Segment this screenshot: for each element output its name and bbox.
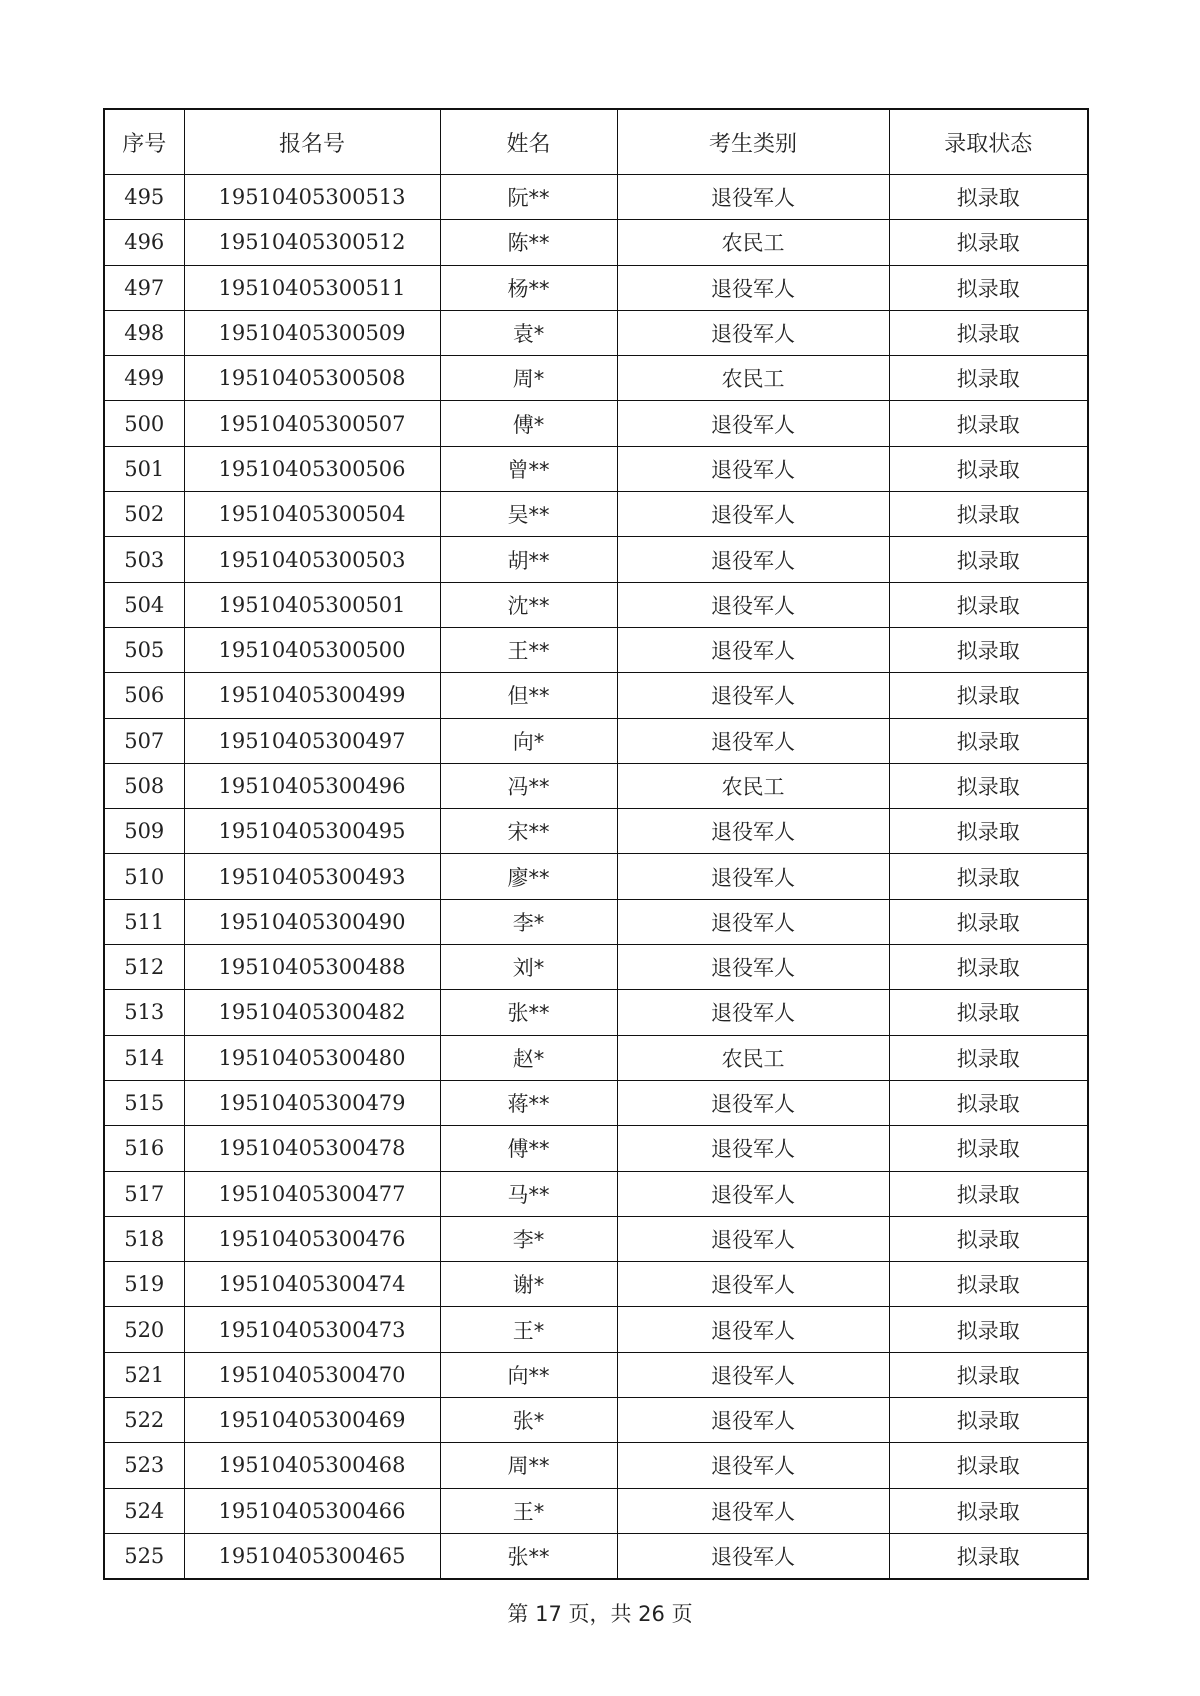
- cell-registration-no: 19510405300493: [184, 854, 440, 899]
- table-row: [104, 310, 1088, 355]
- cell-status: 拟录取: [889, 401, 1088, 446]
- cell-seq: 521: [104, 1352, 184, 1397]
- cell-category: 退役军人: [617, 945, 889, 990]
- cell-status: 拟录取: [889, 492, 1088, 537]
- cell-category: 农民工: [617, 356, 889, 401]
- cell-registration-no: 19510405300476: [184, 1216, 440, 1261]
- header-name: 姓名: [440, 109, 617, 175]
- cell-seq: 499: [104, 356, 184, 401]
- cell-category: 退役军人: [617, 1262, 889, 1307]
- cell-name: 李*: [440, 899, 617, 944]
- table-row: [104, 492, 1088, 537]
- cell-name: 但**: [440, 673, 617, 718]
- table-row: [104, 401, 1088, 446]
- cell-seq: 520: [104, 1307, 184, 1352]
- cell-seq: 505: [104, 627, 184, 672]
- cell-registration-no: 19510405300513: [184, 175, 440, 220]
- cell-registration-no: 19510405300474: [184, 1262, 440, 1307]
- cell-category: 退役军人: [617, 446, 889, 491]
- table-row: [104, 1126, 1088, 1171]
- cell-status: 拟录取: [889, 1533, 1088, 1579]
- cell-registration-no: 19510405300479: [184, 1080, 440, 1125]
- table-row: [104, 1533, 1088, 1579]
- cell-name: 冯**: [440, 763, 617, 808]
- header-row: [104, 109, 1088, 175]
- cell-category: 农民工: [617, 1035, 889, 1080]
- cell-seq: 503: [104, 537, 184, 582]
- cell-name: 阮**: [440, 175, 617, 220]
- cell-category: 退役军人: [617, 175, 889, 220]
- cell-seq: 510: [104, 854, 184, 899]
- cell-registration-no: 19510405300503: [184, 537, 440, 582]
- cell-category: 退役军人: [617, 854, 889, 899]
- cell-seq: 506: [104, 673, 184, 718]
- cell-seq: 515: [104, 1080, 184, 1125]
- cell-status: 拟录取: [889, 854, 1088, 899]
- cell-name: 曾**: [440, 446, 617, 491]
- cell-category: 退役军人: [617, 1307, 889, 1352]
- cell-registration-no: 19510405300488: [184, 945, 440, 990]
- cell-status: 拟录取: [889, 1352, 1088, 1397]
- cell-registration-no: 19510405300469: [184, 1398, 440, 1443]
- cell-registration-no: 19510405300495: [184, 809, 440, 854]
- table-header: [104, 109, 1088, 175]
- table-row: [104, 1307, 1088, 1352]
- cell-registration-no: 19510405300465: [184, 1533, 440, 1579]
- table-row: [104, 718, 1088, 763]
- cell-name: 王**: [440, 627, 617, 672]
- cell-category: 农民工: [617, 220, 889, 265]
- header-status: 录取状态: [889, 109, 1088, 175]
- cell-seq: 507: [104, 718, 184, 763]
- table-row: [104, 763, 1088, 808]
- cell-status: 拟录取: [889, 1216, 1088, 1261]
- cell-name: 张**: [440, 990, 617, 1035]
- cell-status: 拟录取: [889, 1126, 1088, 1171]
- cell-status: 拟录取: [889, 1262, 1088, 1307]
- cell-status: 拟录取: [889, 582, 1088, 627]
- cell-name: 谢*: [440, 1262, 617, 1307]
- cell-registration-no: 19510405300490: [184, 899, 440, 944]
- cell-seq: 516: [104, 1126, 184, 1171]
- cell-registration-no: 19510405300501: [184, 582, 440, 627]
- cell-name: 廖**: [440, 854, 617, 899]
- cell-status: 拟录取: [889, 673, 1088, 718]
- cell-status: 拟录取: [889, 446, 1088, 491]
- cell-name: 王*: [440, 1307, 617, 1352]
- table-row: [104, 1398, 1088, 1443]
- cell-seq: 518: [104, 1216, 184, 1261]
- cell-name: 蒋**: [440, 1080, 617, 1125]
- table-row: [104, 990, 1088, 1035]
- table-row: [104, 899, 1088, 944]
- cell-seq: 495: [104, 175, 184, 220]
- cell-seq: 508: [104, 763, 184, 808]
- table-row: [104, 1216, 1088, 1261]
- cell-registration-no: 19510405300508: [184, 356, 440, 401]
- cell-name: 张**: [440, 1533, 617, 1579]
- table-row: [104, 945, 1088, 990]
- table-row: [104, 1171, 1088, 1216]
- header-category: 考生类别: [617, 109, 889, 175]
- table-row: [104, 582, 1088, 627]
- cell-seq: 525: [104, 1533, 184, 1579]
- cell-seq: 504: [104, 582, 184, 627]
- cell-status: 拟录取: [889, 310, 1088, 355]
- cell-status: 拟录取: [889, 1080, 1088, 1125]
- cell-category: 退役军人: [617, 265, 889, 310]
- table-row: [104, 673, 1088, 718]
- cell-status: 拟录取: [889, 175, 1088, 220]
- cell-name: 沈**: [440, 582, 617, 627]
- cell-name: 傅*: [440, 401, 617, 446]
- cell-registration-no: 19510405300506: [184, 446, 440, 491]
- cell-category: 退役军人: [617, 1398, 889, 1443]
- cell-status: 拟录取: [889, 265, 1088, 310]
- cell-category: 退役军人: [617, 1352, 889, 1397]
- cell-name: 赵*: [440, 1035, 617, 1080]
- cell-name: 王*: [440, 1488, 617, 1533]
- cell-status: 拟录取: [889, 220, 1088, 265]
- cell-registration-no: 19510405300468: [184, 1443, 440, 1488]
- table-row: [104, 627, 1088, 672]
- cell-seq: 514: [104, 1035, 184, 1080]
- cell-name: 李*: [440, 1216, 617, 1261]
- table-row: [104, 356, 1088, 401]
- cell-category: 退役军人: [617, 990, 889, 1035]
- cell-category: 退役军人: [617, 627, 889, 672]
- cell-status: 拟录取: [889, 356, 1088, 401]
- cell-seq: 519: [104, 1262, 184, 1307]
- table-row: [104, 537, 1088, 582]
- table-row: [104, 809, 1088, 854]
- cell-registration-no: 19510405300482: [184, 990, 440, 1035]
- header-seq: 序号: [104, 109, 184, 175]
- cell-seq: 497: [104, 265, 184, 310]
- cell-seq: 512: [104, 945, 184, 990]
- cell-name: 马**: [440, 1171, 617, 1216]
- cell-status: 拟录取: [889, 945, 1088, 990]
- header-registration-no: 报名号: [184, 109, 440, 175]
- cell-status: 拟录取: [889, 1171, 1088, 1216]
- cell-status: 拟录取: [889, 809, 1088, 854]
- admission-table: [103, 108, 1089, 1580]
- cell-category: 退役军人: [617, 673, 889, 718]
- cell-registration-no: 19510405300470: [184, 1352, 440, 1397]
- cell-category: 退役军人: [617, 537, 889, 582]
- cell-status: 拟录取: [889, 1398, 1088, 1443]
- table-row: [104, 175, 1088, 220]
- cell-category: 退役军人: [617, 310, 889, 355]
- cell-category: 退役军人: [617, 1126, 889, 1171]
- cell-status: 拟录取: [889, 537, 1088, 582]
- cell-category: 退役军人: [617, 1488, 889, 1533]
- cell-name: 刘*: [440, 945, 617, 990]
- cell-registration-no: 19510405300473: [184, 1307, 440, 1352]
- cell-status: 拟录取: [889, 763, 1088, 808]
- cell-status: 拟录取: [889, 627, 1088, 672]
- cell-registration-no: 19510405300504: [184, 492, 440, 537]
- cell-category: 退役军人: [617, 401, 889, 446]
- cell-registration-no: 19510405300512: [184, 220, 440, 265]
- table-body: [104, 175, 1088, 1580]
- cell-category: 退役军人: [617, 492, 889, 537]
- cell-seq: 498: [104, 310, 184, 355]
- cell-name: 周*: [440, 356, 617, 401]
- table-row: [104, 1352, 1088, 1397]
- cell-registration-no: 19510405300511: [184, 265, 440, 310]
- table-row: [104, 1035, 1088, 1080]
- cell-name: 胡**: [440, 537, 617, 582]
- cell-status: 拟录取: [889, 899, 1088, 944]
- page-number: 第 17 页，共 26 页: [507, 1602, 693, 1626]
- table-row: [104, 220, 1088, 265]
- cell-status: 拟录取: [889, 990, 1088, 1035]
- cell-seq: 513: [104, 990, 184, 1035]
- cell-status: 拟录取: [889, 718, 1088, 763]
- cell-category: 退役军人: [617, 1216, 889, 1261]
- cell-registration-no: 19510405300507: [184, 401, 440, 446]
- cell-registration-no: 19510405300496: [184, 763, 440, 808]
- cell-registration-no: 19510405300497: [184, 718, 440, 763]
- cell-seq: 501: [104, 446, 184, 491]
- cell-seq: 502: [104, 492, 184, 537]
- table-row: [104, 1443, 1088, 1488]
- cell-seq: 524: [104, 1488, 184, 1533]
- table-row: [104, 446, 1088, 491]
- cell-registration-no: 19510405300499: [184, 673, 440, 718]
- cell-category: 退役军人: [617, 899, 889, 944]
- cell-registration-no: 19510405300500: [184, 627, 440, 672]
- cell-seq: 517: [104, 1171, 184, 1216]
- cell-name: 吴**: [440, 492, 617, 537]
- cell-name: 周**: [440, 1443, 617, 1488]
- cell-registration-no: 19510405300477: [184, 1171, 440, 1216]
- cell-category: 退役军人: [617, 1443, 889, 1488]
- cell-name: 张*: [440, 1398, 617, 1443]
- cell-name: 傅**: [440, 1126, 617, 1171]
- cell-registration-no: 19510405300480: [184, 1035, 440, 1080]
- cell-registration-no: 19510405300478: [184, 1126, 440, 1171]
- cell-seq: 500: [104, 401, 184, 446]
- table-row: [104, 265, 1088, 310]
- cell-category: 退役军人: [617, 718, 889, 763]
- cell-status: 拟录取: [889, 1307, 1088, 1352]
- cell-name: 陈**: [440, 220, 617, 265]
- cell-category: 退役军人: [617, 1533, 889, 1579]
- cell-name: 袁*: [440, 310, 617, 355]
- table-row: [104, 1262, 1088, 1307]
- cell-seq: 496: [104, 220, 184, 265]
- table-row: [104, 854, 1088, 899]
- cell-registration-no: 19510405300509: [184, 310, 440, 355]
- table-row: [104, 1080, 1088, 1125]
- cell-name: 向*: [440, 718, 617, 763]
- cell-category: 退役军人: [617, 1080, 889, 1125]
- cell-name: 向**: [440, 1352, 617, 1397]
- cell-seq: 523: [104, 1443, 184, 1488]
- cell-status: 拟录取: [889, 1443, 1088, 1488]
- cell-status: 拟录取: [889, 1488, 1088, 1533]
- cell-registration-no: 19510405300466: [184, 1488, 440, 1533]
- cell-category: 退役军人: [617, 1171, 889, 1216]
- cell-seq: 522: [104, 1398, 184, 1443]
- cell-status: 拟录取: [889, 1035, 1088, 1080]
- cell-category: 农民工: [617, 763, 889, 808]
- table-row: [104, 1488, 1088, 1533]
- cell-name: 宋**: [440, 809, 617, 854]
- cell-category: 退役军人: [617, 809, 889, 854]
- cell-category: 退役军人: [617, 582, 889, 627]
- cell-seq: 509: [104, 809, 184, 854]
- cell-name: 杨**: [440, 265, 617, 310]
- cell-seq: 511: [104, 899, 184, 944]
